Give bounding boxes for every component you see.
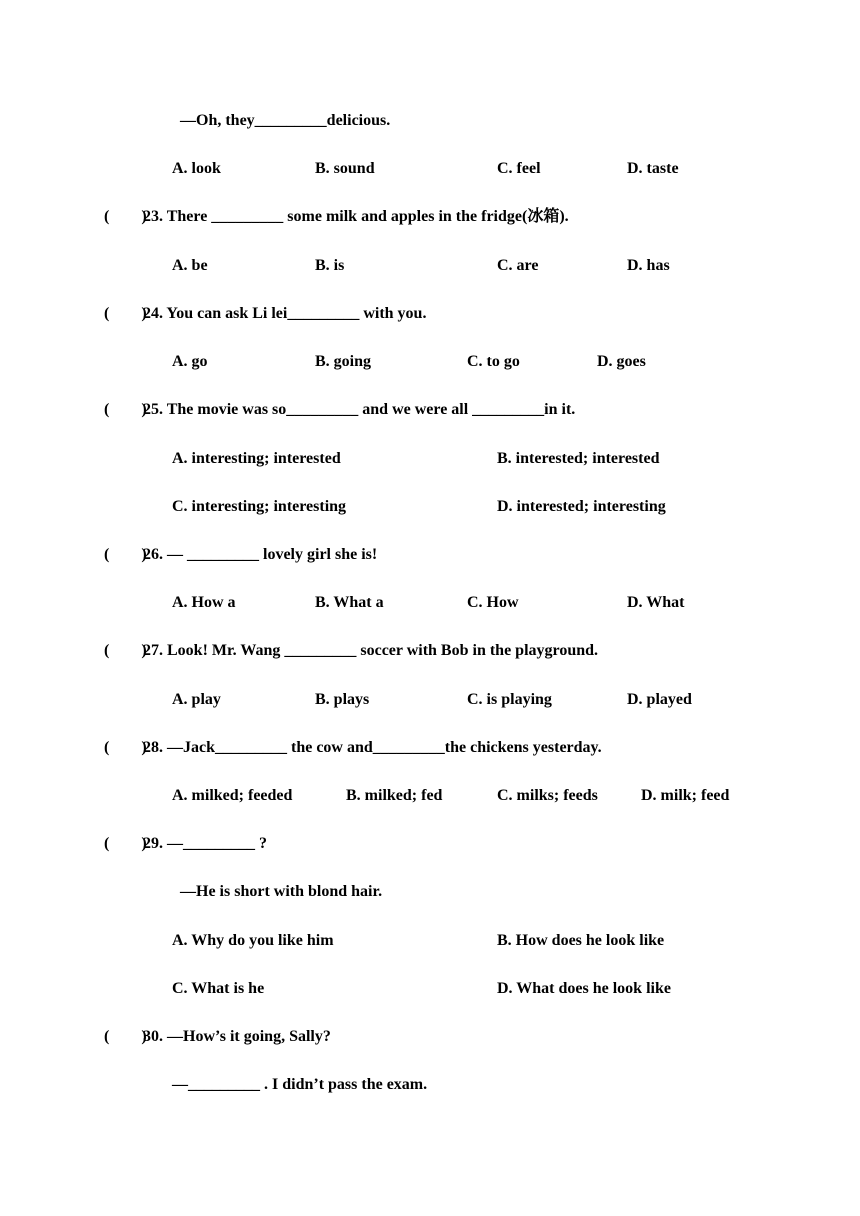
option-a: A. interesting; interested xyxy=(172,450,341,467)
question-stem: 23. There _________ some milk and apples in the fridge(冰箱). xyxy=(143,208,569,225)
answer-blank[interactable]: ( ) xyxy=(104,546,147,563)
option-c: C. is playing xyxy=(467,691,552,708)
option-d: D. played xyxy=(627,691,692,708)
option-c: C. feel xyxy=(497,160,541,177)
question-stem: 26. — _________ lovely girl she is! xyxy=(143,546,378,563)
dialogue-line: —Oh, they_________delicious. xyxy=(180,112,391,129)
option-b: B. plays xyxy=(315,691,370,708)
question-stem: 25. The movie was so_________ and we were all _________in it. xyxy=(143,401,576,418)
option-a: A. play xyxy=(172,691,221,708)
option-a: A. Why do you like him xyxy=(172,932,334,949)
dialogue-line: —_________ . I didn’t pass the exam. xyxy=(172,1076,428,1093)
option-b: B. going xyxy=(315,353,372,370)
option-c: C. milks; feeds xyxy=(497,787,598,804)
option-a: A. milked; feeded xyxy=(172,787,293,804)
answer-blank[interactable]: ( ) xyxy=(104,208,147,225)
question-stem: 28. —Jack_________ the cow and_________the chickens yesterday. xyxy=(143,739,602,756)
answer-blank[interactable]: ( ) xyxy=(104,642,147,659)
option-d: D. What xyxy=(627,594,685,611)
option-d: D. What does he look like xyxy=(497,980,671,997)
question-stem: 27. Look! Mr. Wang _________ soccer with Bob in the playground. xyxy=(143,642,599,659)
option-b: B. What a xyxy=(315,594,384,611)
option-d: D. goes xyxy=(597,353,646,370)
question-stem: 24. You can ask Li lei_________ with you. xyxy=(143,305,427,322)
option-a: A. How a xyxy=(172,594,236,611)
option-a: A. look xyxy=(172,160,221,177)
option-b: B. interested; interested xyxy=(497,450,660,467)
option-c: C. What is he xyxy=(172,980,265,997)
dialogue-line: —He is short with blond hair. xyxy=(180,883,383,900)
answer-blank[interactable]: ( ) xyxy=(104,401,147,418)
option-d: D. has xyxy=(627,257,670,274)
option-d: D. milk; feed xyxy=(641,787,730,804)
answer-blank[interactable]: ( ) xyxy=(104,835,147,852)
option-b: B. is xyxy=(315,257,345,274)
answer-blank[interactable]: ( ) xyxy=(104,1028,147,1045)
option-b: B. sound xyxy=(315,160,375,177)
option-a: A. be xyxy=(172,257,208,274)
option-c: C. interesting; interesting xyxy=(172,498,347,515)
option-c: C. are xyxy=(497,257,539,274)
option-c: C. to go xyxy=(467,353,520,370)
answer-blank[interactable]: ( ) xyxy=(104,739,147,756)
option-a: A. go xyxy=(172,353,208,370)
question-stem: 30. —How’s it going, Sally? xyxy=(143,1028,331,1045)
option-c: C. How xyxy=(467,594,519,611)
answer-blank[interactable]: ( ) xyxy=(104,305,147,322)
option-b: B. milked; fed xyxy=(346,787,443,804)
option-d: D. taste xyxy=(627,160,679,177)
option-d: D. interested; interesting xyxy=(497,498,666,515)
question-stem: 29. —_________ ? xyxy=(143,835,267,852)
option-b: B. How does he look like xyxy=(497,932,665,949)
